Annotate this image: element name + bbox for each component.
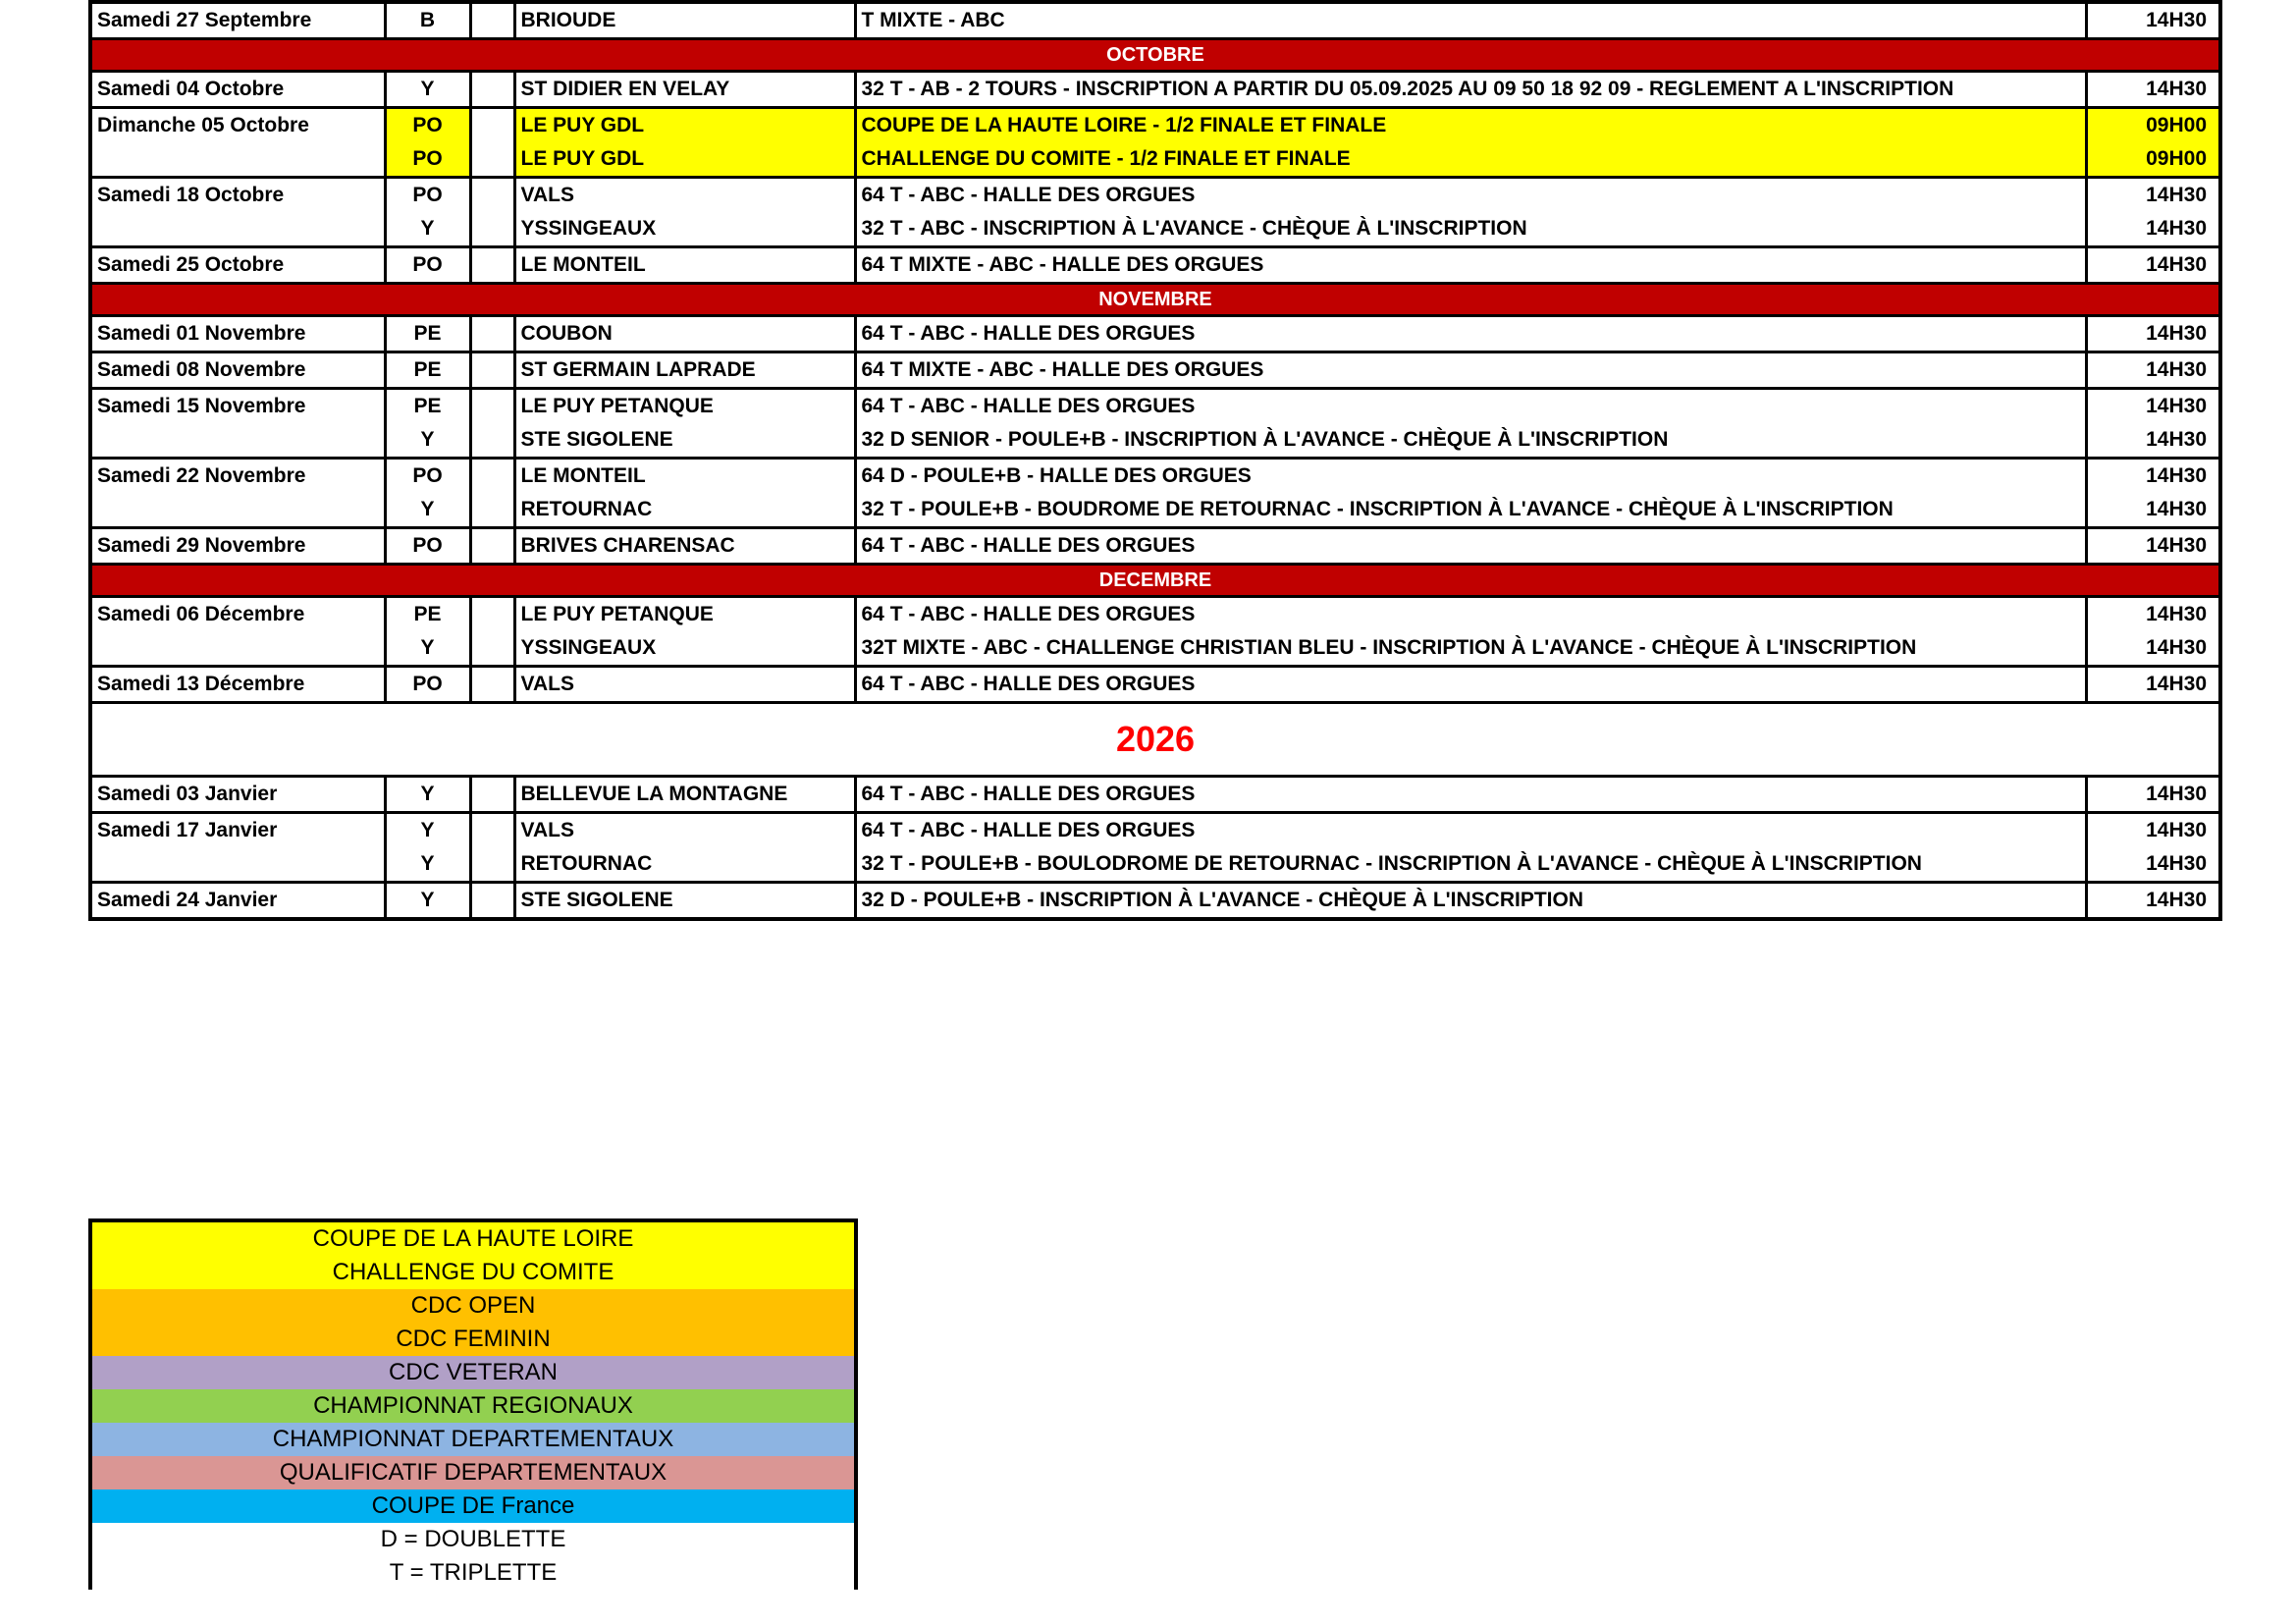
- event-description: 64 T - ABC - HALLE DES ORGUES: [855, 667, 2086, 703]
- event-location: STE SIGOLENE: [514, 423, 855, 459]
- event-category: Y: [385, 777, 470, 813]
- blank-cell: [470, 883, 514, 920]
- event-description: 64 T - ABC - HALLE DES ORGUES: [855, 777, 2086, 813]
- event-location: LE PUY PETANQUE: [514, 597, 855, 632]
- event-category: PO: [385, 142, 470, 178]
- event-location: ST GERMAIN LAPRADE: [514, 352, 855, 389]
- legend-row: [90, 1289, 856, 1323]
- schedule-row: [90, 247, 2220, 284]
- event-description: 64 T - ABC - HALLE DES ORGUES: [855, 316, 2086, 352]
- event-category: Y: [385, 212, 470, 247]
- legend-row: [90, 1456, 856, 1489]
- schedule-row: [90, 212, 2220, 247]
- event-location: LE MONTEIL: [514, 459, 855, 494]
- blank-cell: [470, 142, 514, 178]
- schedule-row: [90, 528, 2220, 565]
- event-date: Samedi 18 Octobre: [90, 178, 385, 213]
- event-description: COUPE DE LA HAUTE LOIRE - 1/2 FINALE ET FINALE: [855, 108, 2086, 143]
- event-date: [90, 847, 385, 883]
- event-description: 64 T MIXTE - ABC - HALLE DES ORGUES: [855, 247, 2086, 284]
- legend-label: QUALIFICATIF DEPARTEMENTAUX: [90, 1456, 856, 1489]
- event-description: CHALLENGE DU COMITE - 1/2 FINALE ET FINALE: [855, 142, 2086, 178]
- event-date: Samedi 17 Janvier: [90, 813, 385, 848]
- event-time: 14H30: [2086, 459, 2220, 494]
- schedule-row: [90, 493, 2220, 528]
- event-category: Y: [385, 847, 470, 883]
- event-date: Samedi 06 Décembre: [90, 597, 385, 632]
- event-category: PO: [385, 178, 470, 213]
- event-location: VALS: [514, 667, 855, 703]
- event-location: LE PUY GDL: [514, 108, 855, 143]
- event-date: Samedi 27 Septembre: [90, 2, 385, 39]
- event-time: 14H30: [2086, 178, 2220, 213]
- legend-label: CHAMPIONNAT DEPARTEMENTAUX: [90, 1423, 856, 1456]
- event-date: Samedi 24 Janvier: [90, 883, 385, 920]
- event-description: 32 D SENIOR - POULE+B - INSCRIPTION À L'AVANCE - CHÈQUE À L'INSCRIPTION: [855, 423, 2086, 459]
- blank-cell: [470, 528, 514, 565]
- legend-label: CHAMPIONNAT REGIONAUX: [90, 1389, 856, 1423]
- event-location: BELLEVUE LA MONTAGNE: [514, 777, 855, 813]
- blank-cell: [470, 247, 514, 284]
- schedule-row: [90, 597, 2220, 632]
- event-location: ST DIDIER EN VELAY: [514, 72, 855, 108]
- legend-row: [90, 1489, 856, 1523]
- event-date: [90, 212, 385, 247]
- event-date: [90, 142, 385, 178]
- event-category: B: [385, 2, 470, 39]
- event-description: 32 T - POULE+B - BOUDROME DE RETOURNAC - INSCRIPTION À L'AVANCE - CHÈQUE À L'INSCRIPTION: [855, 493, 2086, 528]
- schedule-row: [90, 178, 2220, 213]
- schedule-row: [90, 352, 2220, 389]
- event-category: PE: [385, 316, 470, 352]
- event-time: 09H00: [2086, 108, 2220, 143]
- event-location: BRIVES CHARENSAC: [514, 528, 855, 565]
- event-description: 32 T - ABC - INSCRIPTION À L'AVANCE - CHÈQUE À L'INSCRIPTION: [855, 212, 2086, 247]
- event-description: 32 D - POULE+B - INSCRIPTION À L'AVANCE - CHÈQUE À L'INSCRIPTION: [855, 883, 2086, 920]
- event-time: 14H30: [2086, 597, 2220, 632]
- event-description: 64 T - ABC - HALLE DES ORGUES: [855, 389, 2086, 424]
- event-time: 14H30: [2086, 667, 2220, 703]
- event-category: PO: [385, 528, 470, 565]
- schedule-row: [90, 777, 2220, 813]
- blank-cell: [470, 352, 514, 389]
- blank-cell: [470, 212, 514, 247]
- legend-row: [90, 1323, 856, 1356]
- event-description: 64 T - ABC - HALLE DES ORGUES: [855, 528, 2086, 565]
- legend-row: [90, 1356, 856, 1389]
- blank-cell: [470, 631, 514, 667]
- event-date: Dimanche 05 Octobre: [90, 108, 385, 143]
- blank-cell: [470, 777, 514, 813]
- event-time: 14H30: [2086, 813, 2220, 848]
- schedule-row: [90, 883, 2220, 920]
- event-time: 14H30: [2086, 2, 2220, 39]
- event-location: RETOURNAC: [514, 847, 855, 883]
- legend-label: CDC VETERAN: [90, 1356, 856, 1389]
- event-category: Y: [385, 813, 470, 848]
- event-category: PO: [385, 108, 470, 143]
- event-location: COUBON: [514, 316, 855, 352]
- blank-cell: [470, 2, 514, 39]
- event-time: 09H00: [2086, 142, 2220, 178]
- event-description: 64 D - POULE+B - HALLE DES ORGUES: [855, 459, 2086, 494]
- legend-label: CHALLENGE DU COMITE: [90, 1256, 856, 1289]
- event-description: 64 T - ABC - HALLE DES ORGUES: [855, 597, 2086, 632]
- legend-label: COUPE DE LA HAUTE LOIRE: [90, 1220, 856, 1256]
- month-label: DECEMBRE: [90, 565, 2220, 597]
- event-location: YSSINGEAUX: [514, 631, 855, 667]
- event-category: Y: [385, 631, 470, 667]
- legend-row: [90, 1523, 856, 1556]
- blank-cell: [470, 847, 514, 883]
- schedule-row: [90, 316, 2220, 352]
- event-time: 14H30: [2086, 847, 2220, 883]
- legend-row: [90, 1256, 856, 1289]
- event-time: 14H30: [2086, 212, 2220, 247]
- month-label: OCTOBRE: [90, 39, 2220, 72]
- schedule-row: [90, 667, 2220, 703]
- blank-cell: [470, 72, 514, 108]
- event-category: Y: [385, 493, 470, 528]
- event-description: 64 T - ABC - HALLE DES ORGUES: [855, 178, 2086, 213]
- legend-row: [90, 1220, 856, 1256]
- legend-label: D = DOUBLETTE: [90, 1523, 856, 1556]
- legend-label: T = TRIPLETTE: [90, 1556, 856, 1590]
- event-location: VALS: [514, 178, 855, 213]
- blank-cell: [470, 813, 514, 848]
- event-location: RETOURNAC: [514, 493, 855, 528]
- event-time: 14H30: [2086, 883, 2220, 920]
- event-date: Samedi 25 Octobre: [90, 247, 385, 284]
- event-location: YSSINGEAUX: [514, 212, 855, 247]
- blank-cell: [470, 493, 514, 528]
- month-header-row: [90, 39, 2220, 72]
- event-description: 32 T - POULE+B - BOULODROME DE RETOURNAC - INSCRIPTION À L'AVANCE - CHÈQUE À L'INSCRIPTION: [855, 847, 2086, 883]
- event-date: Samedi 13 Décembre: [90, 667, 385, 703]
- schedule-row: [90, 2, 2220, 39]
- blank-cell: [470, 178, 514, 213]
- schedule-row: [90, 72, 2220, 108]
- event-date: Samedi 15 Novembre: [90, 389, 385, 424]
- event-time: 14H30: [2086, 423, 2220, 459]
- event-date: Samedi 22 Novembre: [90, 459, 385, 494]
- event-time: 14H30: [2086, 631, 2220, 667]
- month-header-row: [90, 284, 2220, 316]
- month-header-row: [90, 565, 2220, 597]
- legend-row: [90, 1423, 856, 1456]
- event-description: 64 T - ABC - HALLE DES ORGUES: [855, 813, 2086, 848]
- event-category: PE: [385, 597, 470, 632]
- blank-cell: [470, 389, 514, 424]
- event-location: VALS: [514, 813, 855, 848]
- legend-label: CDC OPEN: [90, 1289, 856, 1323]
- event-date: Samedi 08 Novembre: [90, 352, 385, 389]
- event-time: 14H30: [2086, 528, 2220, 565]
- blank-cell: [470, 316, 514, 352]
- event-date: [90, 631, 385, 667]
- legend-label: COUPE DE France: [90, 1489, 856, 1523]
- event-category: PO: [385, 247, 470, 284]
- event-location: STE SIGOLENE: [514, 883, 855, 920]
- schedule-row: [90, 631, 2220, 667]
- competition-schedule-table: [88, 0, 2222, 921]
- event-date: Samedi 04 Octobre: [90, 72, 385, 108]
- event-time: 14H30: [2086, 352, 2220, 389]
- event-location: LE PUY GDL: [514, 142, 855, 178]
- schedule-row: [90, 423, 2220, 459]
- schedule-row: [90, 459, 2220, 494]
- year-header-row: [90, 703, 2220, 777]
- schedule-row: [90, 142, 2220, 178]
- event-time: 14H30: [2086, 316, 2220, 352]
- event-time: 14H30: [2086, 389, 2220, 424]
- event-category: Y: [385, 883, 470, 920]
- month-label: NOVEMBRE: [90, 284, 2220, 316]
- event-category: PE: [385, 389, 470, 424]
- event-time: 14H30: [2086, 493, 2220, 528]
- event-description: T MIXTE - ABC: [855, 2, 2086, 39]
- event-description: 32T MIXTE - ABC - CHALLENGE CHRISTIAN BLEU - INSCRIPTION À L'AVANCE - CHÈQUE À L'INSCRIPTION: [855, 631, 2086, 667]
- event-time: 14H30: [2086, 247, 2220, 284]
- blank-cell: [470, 667, 514, 703]
- event-description: 64 T MIXTE - ABC - HALLE DES ORGUES: [855, 352, 2086, 389]
- event-category: PE: [385, 352, 470, 389]
- blank-cell: [470, 423, 514, 459]
- blank-cell: [470, 108, 514, 143]
- blank-cell: [470, 597, 514, 632]
- event-category: Y: [385, 423, 470, 459]
- schedule-row: [90, 108, 2220, 143]
- event-date: Samedi 03 Janvier: [90, 777, 385, 813]
- event-date: Samedi 29 Novembre: [90, 528, 385, 565]
- event-category: Y: [385, 72, 470, 108]
- event-time: 14H30: [2086, 72, 2220, 108]
- event-location: LE MONTEIL: [514, 247, 855, 284]
- legend-row: [90, 1389, 856, 1423]
- schedule-row: [90, 847, 2220, 883]
- blank-cell: [470, 459, 514, 494]
- legend-label: CDC FEMININ: [90, 1323, 856, 1356]
- event-date: [90, 423, 385, 459]
- event-category: PO: [385, 667, 470, 703]
- event-category: PO: [385, 459, 470, 494]
- event-location: BRIOUDE: [514, 2, 855, 39]
- event-date: [90, 493, 385, 528]
- year-label: 2026: [90, 703, 2220, 777]
- schedule-row: [90, 389, 2220, 424]
- color-legend: [88, 1218, 858, 1590]
- event-time: 14H30: [2086, 777, 2220, 813]
- event-description: 32 T - AB - 2 TOURS - INSCRIPTION A PARTIR DU 05.09.2025 AU 09 50 18 92 09 - REGLEMENT A L'INSCRIPTION: [855, 72, 2086, 108]
- legend-row: [90, 1556, 856, 1590]
- schedule-row: [90, 813, 2220, 848]
- event-date: Samedi 01 Novembre: [90, 316, 385, 352]
- event-location: LE PUY PETANQUE: [514, 389, 855, 424]
